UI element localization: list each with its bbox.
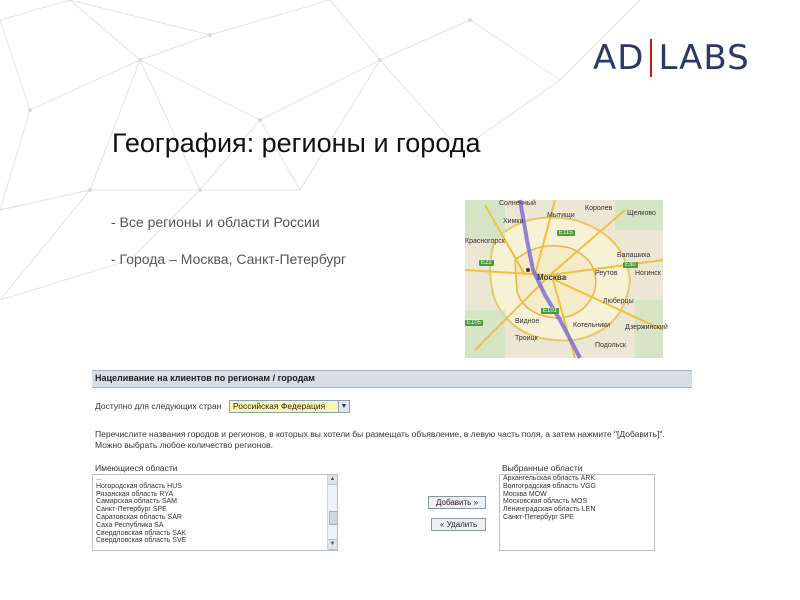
adlabs-logo — [593, 38, 750, 78]
bullet-list — [111, 214, 346, 288]
instructions-text: Перечислите названия городов и регионов, в которых вы хотели бы размещать объявление, в левую часть поля, а затем нажмите "[Добавить]". Можно выбрать любое количество регионов. — [95, 429, 665, 450]
list-item[interactable]: Санкт-Петербург SPE — [503, 513, 574, 521]
available-regions-label: Имеющиеся области — [95, 463, 178, 473]
list-item[interactable]: Ногородская область HUS — [96, 482, 182, 490]
list-item[interactable]: Рязанская область RYA — [96, 490, 174, 498]
bullet-item: - Все регионы и области России — [111, 214, 320, 230]
map-road-shield: E105 — [467, 320, 482, 326]
scroll-up-icon[interactable]: ▲ — [328, 475, 337, 485]
map-label: Троицк — [515, 335, 538, 342]
map-road-shield: E101 — [543, 308, 558, 314]
list-item[interactable]: Волгоградская область VGG — [503, 482, 596, 490]
list-item[interactable]: Москва MOW — [503, 490, 547, 498]
slide-title: География: регионы и города — [112, 128, 481, 158]
map-label: Балашиха — [617, 252, 651, 259]
map-label: Котельники — [573, 322, 611, 329]
scrollbar[interactable] — [327, 475, 337, 550]
list-item[interactable]: Свердловская область SVE — [96, 537, 187, 545]
selected-regions-list[interactable] — [499, 474, 655, 551]
map-label: Ногинск — [635, 270, 661, 277]
available-regions-list[interactable] — [92, 474, 338, 551]
scroll-down-icon[interactable]: ▼ — [328, 539, 337, 550]
map-label: Солнечный — [499, 200, 536, 207]
country-dropdown-value: Российская Федерация — [233, 401, 326, 411]
map-label: Видное — [515, 318, 540, 325]
list-item[interactable]: Саратовская область SAR — [96, 513, 182, 521]
countries-label: Доступно для следующих стран — [95, 401, 222, 411]
chevron-down-icon[interactable]: ▼ — [338, 401, 349, 412]
list-item[interactable]: Свердловская область SAK — [96, 529, 187, 537]
map-label: Щелково — [627, 210, 656, 217]
geo-targeting-panel — [92, 370, 692, 550]
list-item[interactable]: ... — [96, 475, 102, 482]
remove-region-button[interactable]: « Удалить — [431, 518, 486, 531]
logo-divider — [650, 39, 652, 77]
list-item[interactable]: Ленинградская область LEN — [503, 506, 596, 514]
map-label: Мытищи — [547, 212, 575, 219]
map-label: Реутов — [595, 270, 618, 277]
list-item[interactable]: Санкт-Петербург SPE — [96, 506, 167, 514]
map-label: Дзержинский — [625, 324, 668, 331]
map-label: Москва — [537, 273, 567, 282]
logo-right-text: LABS — [658, 38, 750, 78]
bullet-item: - Города – Москва, Санкт-Петербург — [111, 251, 347, 267]
map-label: Химки — [503, 218, 524, 225]
moscow-map-image — [465, 200, 668, 358]
selected-regions-label: Выбранные области — [502, 463, 583, 473]
panel-header-title: Нацеливание на клиентов по регионам / городам — [95, 373, 315, 383]
list-item[interactable]: Архангельская область ARK — [503, 475, 596, 482]
map-road-shield: E115 — [559, 230, 573, 236]
map-label: Королев — [585, 205, 613, 212]
list-item[interactable]: Московская область MOS — [503, 498, 588, 506]
map-label: Люберцы — [603, 298, 634, 305]
logo-left-text: AD — [593, 38, 645, 78]
scrollbar-thumb[interactable] — [329, 511, 338, 525]
country-dropdown[interactable] — [229, 400, 350, 413]
list-item[interactable]: Саха Республика SA — [96, 521, 164, 529]
list-item[interactable]: Самарская область SAM — [96, 498, 178, 506]
map-label: Подольск — [595, 342, 626, 349]
map-road-shield: E22 — [481, 260, 492, 266]
map-label: Красногорск — [465, 238, 505, 245]
map-road-shield: E30 — [625, 262, 636, 268]
add-region-button[interactable]: Добавить » — [428, 496, 486, 509]
panel-header — [92, 370, 692, 388]
